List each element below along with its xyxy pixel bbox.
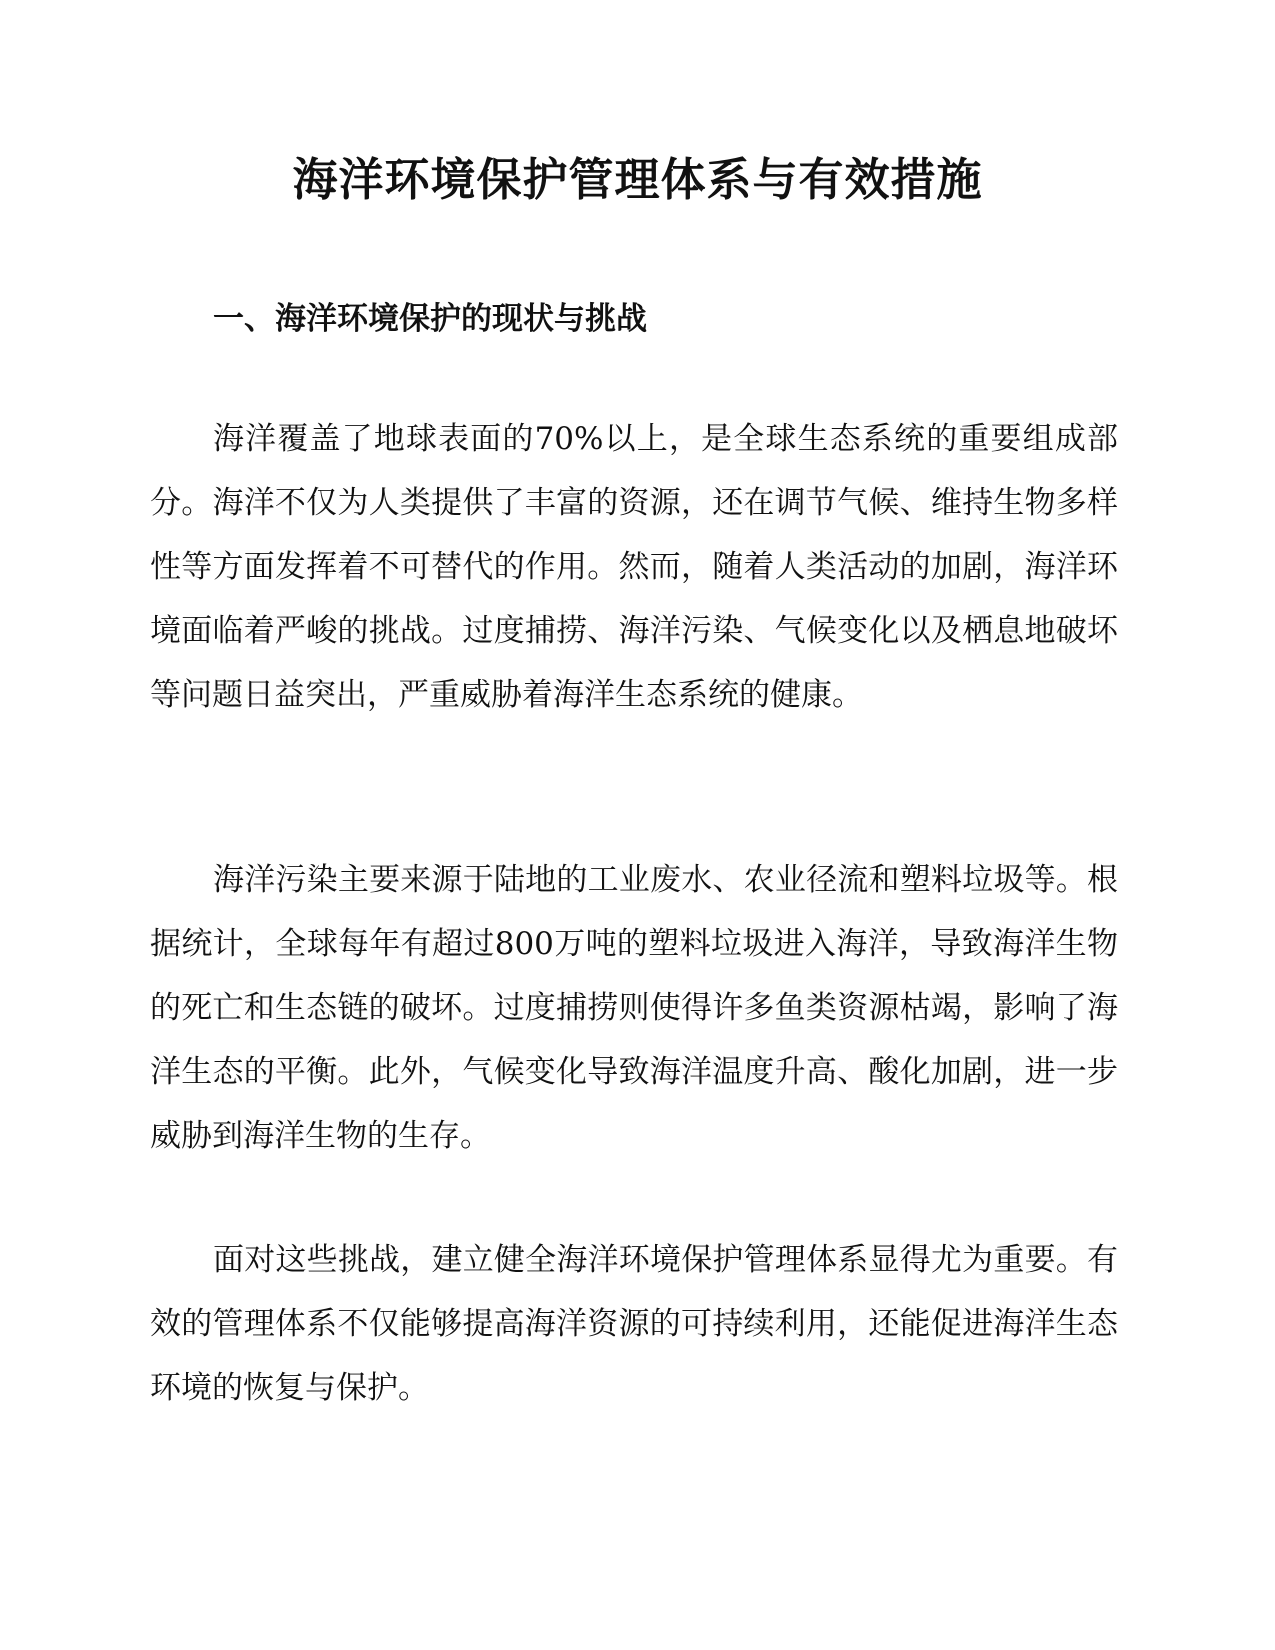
section-heading: 一、海洋环境保护的现状与挑战 xyxy=(213,301,647,337)
document-title: 海洋环境保护管理体系与有效措施 xyxy=(292,153,983,206)
paragraph-ocean-pollution: 海洋污染主要来源于陆地的工业废水、农业径流和塑料垃圾等。根据统计，全球每年有超过800万吨的塑料垃圾进入海洋，导致海洋生物的死亡和生态链的破坏。过度捕捞则使得许多鱼类资源枯竭，影响了海洋生态的平衡。此外，气候变化导致海洋温度升高、酸化加剧，进一步威胁到海洋生物的生存。 xyxy=(150,862,1118,1154)
paragraph-management-importance: 面对这些挑战，建立健全海洋环境保护管理体系显得尤为重要。有效的管理体系不仅能够提高海洋资源的可持续利用，还能促进海洋生态环境的恢复与保护。 xyxy=(150,1242,1118,1406)
paragraph-ocean-status: 海洋覆盖了地球表面的70%以上，是全球生态系统的重要组成部分。海洋不仅为人类提供了丰富的资源，还在调节气候、维持生物多样性等方面发挥着不可替代的作用。然而，随着人类活动的加剧，海洋环境面临着严峻的挑战。过度捕捞、海洋污染、气候变化以及栖息地破坏等问题日益突出，严重威胁着海洋生态系统的健康。 xyxy=(150,421,1118,713)
